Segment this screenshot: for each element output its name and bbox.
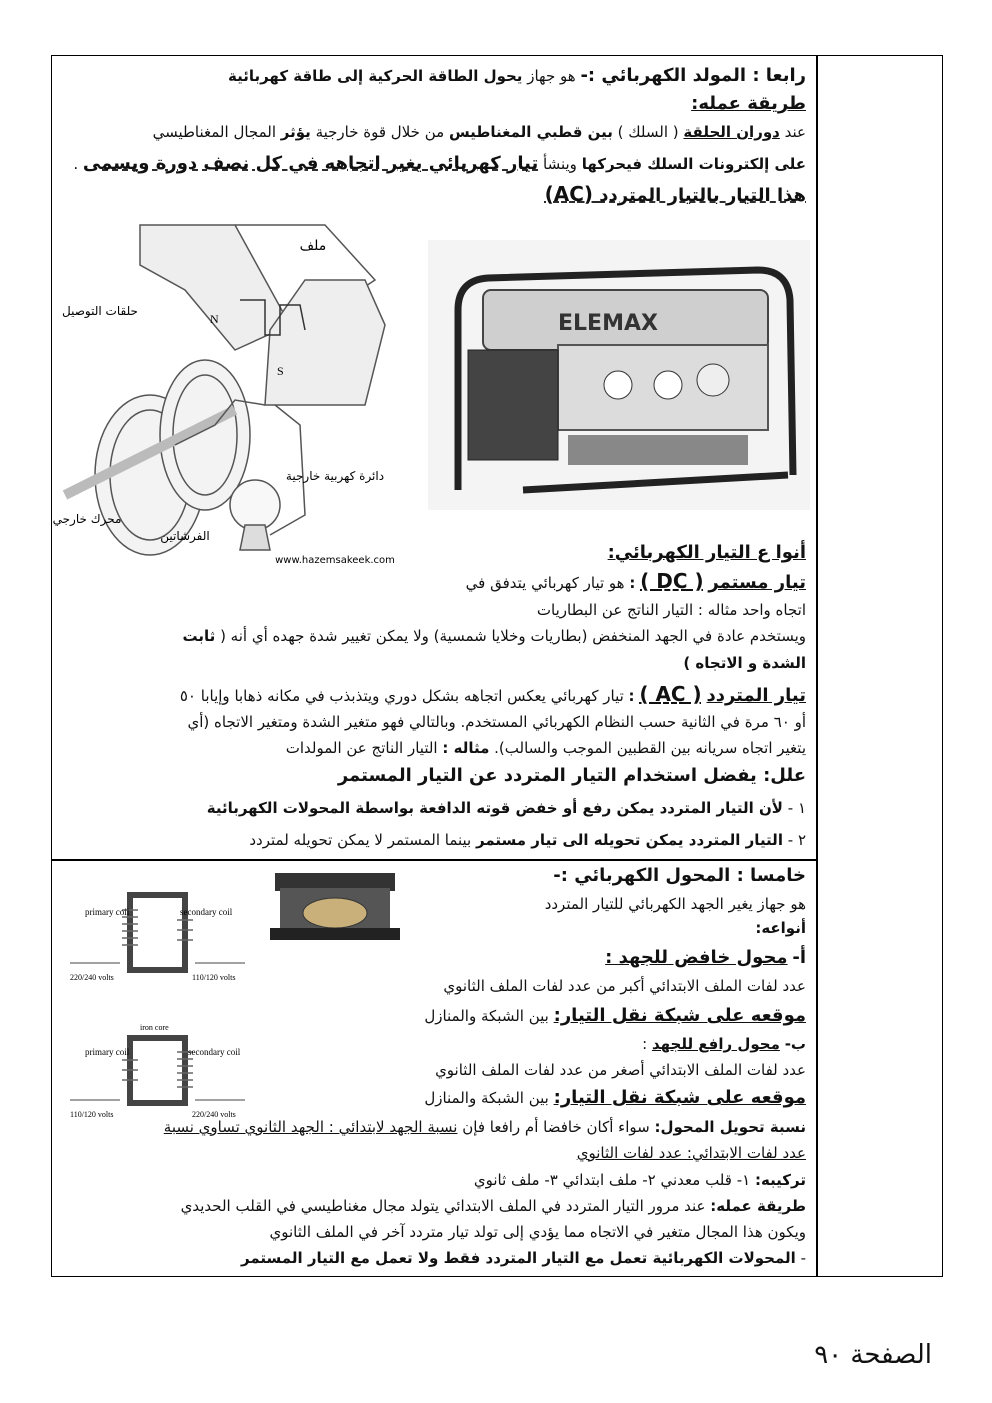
ac-line-2: أو ٦٠ مرة في الثانية حسب النظام الكهربائي المستخدم. وبالتالي فهو متغير الشدة ومتغير الاتجاه (أي	[187, 713, 806, 731]
generator-brand: ELEMAX	[558, 311, 658, 336]
diagram-label-motor: محرك خارجي	[52, 512, 122, 526]
stepup-primary-label: primary coil	[85, 1047, 130, 1057]
page-number: الصفحة ٩٠	[814, 1340, 932, 1370]
generator-photo	[428, 240, 810, 510]
stepdown-definition: عدد لفات الملف الابتدائي أكبر من عدد لفات الملف الثانوي	[443, 977, 806, 995]
dc-line-2: اتجاه واحد مثاله : التيار الناتج عن البطاريات	[536, 601, 806, 619]
transformer-types-heading: أنواعه:	[755, 919, 806, 937]
method-line-2: ويكون هذا المجال متغير في الاتجاه مما يؤدي إلى تولد تيار متردد آخر في الملف الثانوي	[269, 1223, 806, 1241]
structure-line: تركيبه: ١- قلب معدني ٢- ملف ابتدائي ٣- ملف ثانوي	[473, 1171, 806, 1189]
ratio-line-1: نسبة تحويل المحول: سواء أكان خافضا أم رافعا فإن نسبة الجهد لابتدائي : الجهد الثانوي تساوي نسبة	[163, 1118, 806, 1136]
stepup-core-label: iron core	[140, 1023, 169, 1032]
stepdown-output-volts: 110/120 volts	[192, 973, 236, 982]
transformer-photo	[265, 868, 405, 948]
stepup-output-volts: 220/240 volts	[192, 1110, 236, 1119]
generator-method-line-1: عند دوران الحلقة ( السلك ) بين قطبي المغناطيس من خلال قوة خارجية يؤثر المجال المغناطيسي	[152, 123, 806, 141]
current-types-heading: أنوا ع التيار الكهربائي:	[607, 542, 806, 563]
dc-line-1: تيار مستمر ( DC ) : هو تيار كهربائي يتدفق في	[465, 569, 806, 593]
diagram-label-circuit: دائرة كهربية خارجية	[285, 469, 385, 483]
ac-line-1: تيار المتردد ( AC ) : تيار كهربائي يعكس اتجاهه بشكل دوري ويتذبذب في مكانه ذهابا وإيابا ٥٠	[179, 682, 806, 706]
reason-1: ١ - لأن التيار المتردد يمكن رفع أو خفض قوته الدافعة بواسطة المحولات الكهربائية	[206, 799, 806, 817]
diagram-label-brushes: الفرشاتين	[160, 529, 210, 543]
stepdown-primary-label: primary coil	[85, 907, 130, 917]
section-divider	[51, 859, 818, 861]
ac-line-3: يتغير اتجاه سريانه بين القطبين الموجب والسالب). مثاله : التيار الناتج عن المولدات	[285, 739, 806, 757]
generator-method-heading: طريقة عمله:	[691, 93, 806, 114]
ratio-line-2: عدد لفات الابتدائي: عدد لفات الثانوي	[576, 1144, 806, 1162]
diagram-label-s: S	[277, 364, 284, 378]
stepdown-input-volts: 220/240 volts	[70, 973, 114, 982]
reason-2: ٢ - التيار المتردد يمكن تحويله الى تيار مستمر بينما المستمر لا يمكن تحويله لمتردد	[249, 831, 806, 849]
stepdown-heading: أ- محول خافض للجهد :	[605, 947, 806, 968]
generator-diagram	[52, 205, 405, 570]
diagram-label-coil: ملف	[299, 238, 327, 254]
generator-method-line-2: على إلكترونات السلك فيحركها وينشأ تيار كهربائي يغير اتجاهه في كل نصف دورة ويسمى .	[73, 153, 806, 174]
dc-line-3: ويستخدم عادة في الجهد المنخفض (بطاريات وخلايا شمسية) ولا يمكن تغيير شدة جهده أي أنه ( ثابت	[182, 627, 806, 645]
stepup-definition: عدد لفات الملف الابتدائي أصغر من عدد لفات الملف الثانوي	[435, 1061, 806, 1079]
stepup-transformer-diagram	[70, 1020, 250, 1135]
reason-heading: علل: يفضل استخدام التيار المتردد عن التيار المستمر	[337, 765, 806, 786]
stepup-input-volts: 110/120 volts	[70, 1110, 114, 1119]
stepdown-secondary-label: secondary coil	[180, 907, 233, 917]
stepdown-transformer-diagram	[70, 885, 250, 1000]
note-line: - المحولات الكهربائية تعمل مع التيار المتردد فقط ولا تعمل مع التيار المستمر	[241, 1249, 806, 1267]
stepup-secondary-label: secondary coil	[188, 1047, 241, 1057]
margin-column-divider	[816, 55, 818, 1277]
stepup-heading: ب- محول رافع للجهد :	[642, 1035, 806, 1053]
transformer-definition: هو جهاز يغير الجهد الكهربائي للتيار المتردد	[544, 895, 806, 913]
generator-title-line: رابعا : المولد الكهربائي :- هو جهاز يحول الطاقة الحركية إلى طاقة كهربائية	[227, 65, 806, 86]
diagram-label-n: N	[210, 312, 219, 326]
generator-title: رابعا : المولد الكهربائي :-	[580, 65, 806, 86]
diagram-label-website: www.hazemsakeek.com	[275, 555, 395, 566]
transformer-title: خامسا : المحول الكهربائي :-	[553, 865, 806, 886]
dc-line-4: الشدة و الاتجاه )	[683, 654, 806, 672]
method-line-1: طريقة عمله: عند مرور التيار المتردد في الملف الابتدائي يتولد مجال مغناطيسي في القلب الحديدي	[180, 1197, 806, 1215]
stepdown-location: موقعه على شبكة نقل التيار: بين الشبكة والمنازل	[424, 1005, 806, 1026]
stepup-location: موقعه على شبكة نقل التيار: بين الشبكة والمنازل	[424, 1087, 806, 1108]
diagram-label-rings: حلقات التوصيل	[62, 304, 138, 318]
generator-method-line-3: هذا التيار بالتيار المتردد (AC)	[544, 182, 806, 206]
